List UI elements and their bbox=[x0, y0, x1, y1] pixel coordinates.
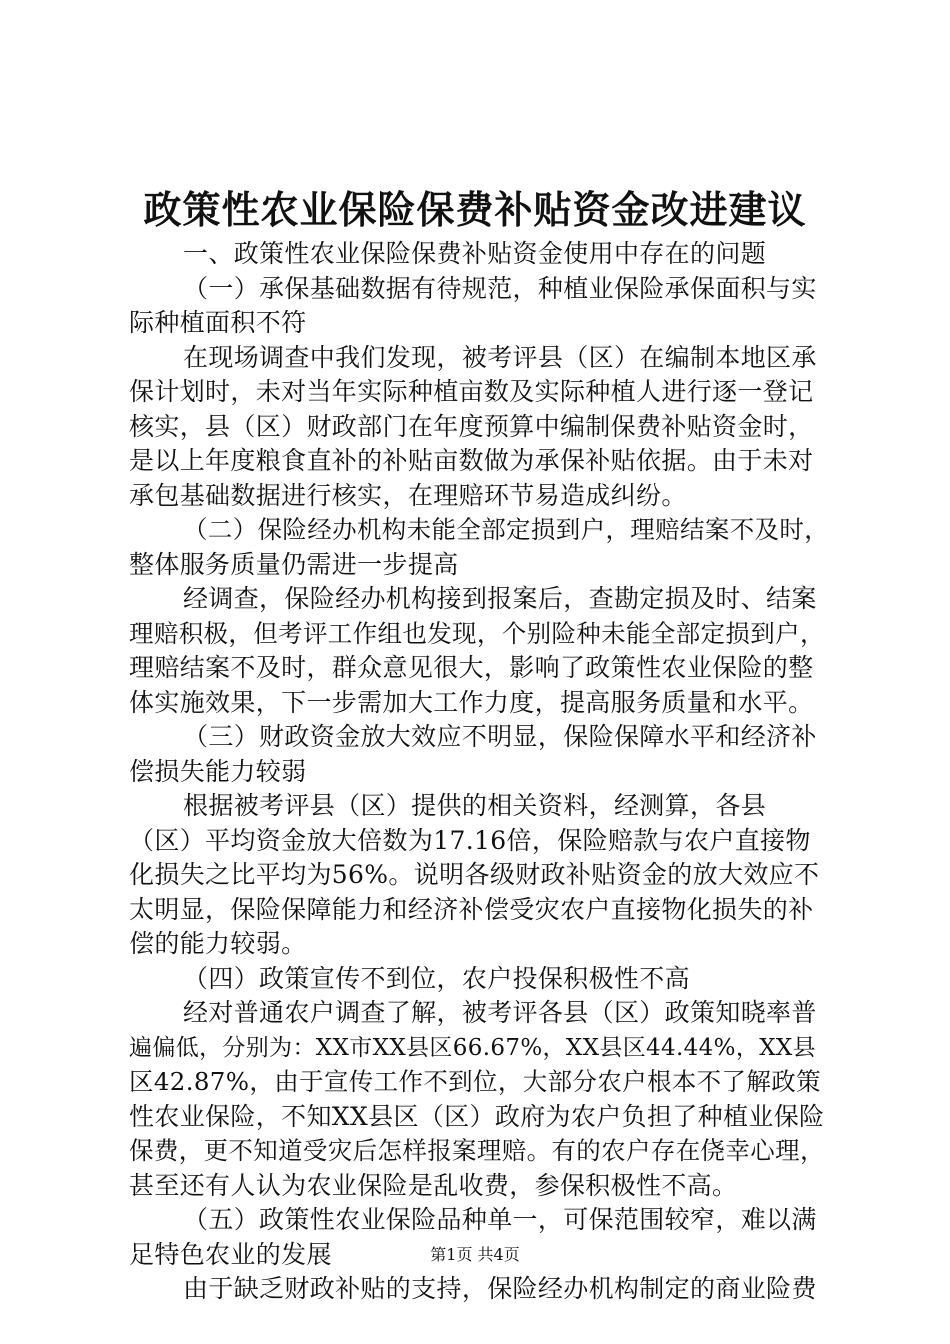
text-line: 根据被考评县（区）提供的相关资料，经测算，各县 bbox=[183, 791, 767, 820]
text-line: 承包基础数据进行核实，在理赔环节易造成纠纷。 bbox=[129, 480, 687, 510]
text-line: （四）政策宣传不到位，农户投保积极性不高 bbox=[183, 963, 691, 993]
text-line: 在现场调查中我们发现，被考评县（区）在编制本地区承 bbox=[183, 342, 817, 372]
text-line: 太明显，保险保障能力和经济补偿受灾农户直接物化损失的补 bbox=[129, 894, 814, 924]
text-line: 甚至还有人认为农业保险是乱收费，参保积极性不高。 bbox=[129, 1170, 738, 1200]
text-line: 偿的能力较弱。 bbox=[129, 929, 307, 958]
text-line: 理赔积极，但考评工作组也发现，个别险种未能全部定损到户， bbox=[129, 618, 825, 648]
text-line: 一、政策性农业保险保费补贴资金使用中存在的问题 bbox=[183, 239, 767, 268]
text-line: （五）政策性农业保险品种单一，可保范围较窄，难以满 bbox=[183, 1205, 817, 1234]
text-line: 体实施效果，下一步需加大工作力度，提高服务质量和水平。 bbox=[129, 687, 814, 717]
text-line: 核实，县（区）财政部门在年度预算中编制保费补贴资金时， bbox=[129, 411, 814, 441]
text-line: 整体服务质量仍需进一步提高 bbox=[129, 549, 459, 579]
text-line: 经调查，保险经办机构接到报案后，查勘定损及时、结案 bbox=[183, 584, 817, 613]
text-line: （区）平均资金放大倍数为17.16倍，保险赔款与农户直接物 bbox=[129, 825, 811, 855]
text-line: 区42.87%，由于宣传工作不到位，大部分农户根本不了解政策 bbox=[129, 1067, 821, 1096]
text-line: 理赔结案不及时，群众意见很大，影响了政策性农业保险的整 bbox=[129, 653, 814, 682]
text-line: 性农业保险，不知XX县区（区）政府为农户负担了种植业保险 bbox=[129, 1101, 825, 1131]
text-line: 经对普通农户调查了解，被考评各县（区）政策知晓率普 bbox=[183, 998, 817, 1027]
page-footer: 第1页 共4页 bbox=[430, 1245, 520, 1264]
text-line: 保计划时，未对当年实际种植亩数及实际种植人进行逐一登记 bbox=[129, 377, 814, 406]
text-line: （一）承保基础数据有待规范，种植业保险承保面积与实 bbox=[183, 273, 817, 303]
text-line: 偿损失能力较弱 bbox=[129, 756, 307, 786]
text-line: 由于缺乏财政补贴的支持，保险经办机构制定的商业险费 bbox=[183, 1274, 817, 1303]
document-body bbox=[129, 237, 829, 1307]
text-line: 际种植面积不符 bbox=[129, 308, 307, 337]
text-line: 保费，更不知道受灾后怎样报案理赔。有的农户存在侥幸心理， bbox=[129, 1136, 825, 1165]
text-line: （二）保险经办机构未能全部定损到户，理赔结案不及时， bbox=[183, 515, 830, 544]
text-line: （三）财政资金放大效应不明显，保险保障水平和经济补 bbox=[183, 722, 817, 751]
text-line: 是以上年度粮食直补的补贴亩数做为承保补贴依据。由于未对 bbox=[129, 446, 814, 475]
text-line: 足特色农业的发展 bbox=[129, 1239, 332, 1269]
document-title: 政策性农业保险保费补贴资金改进建议 bbox=[143, 187, 807, 232]
text-line: 化损失之比平均为56%。说明各级财政补贴资金的放大效应不 bbox=[129, 860, 820, 889]
text-line: 遍偏低，分别为：XX市XX县区66.67%，XX县区44.44%，XX县 bbox=[129, 1034, 816, 1061]
